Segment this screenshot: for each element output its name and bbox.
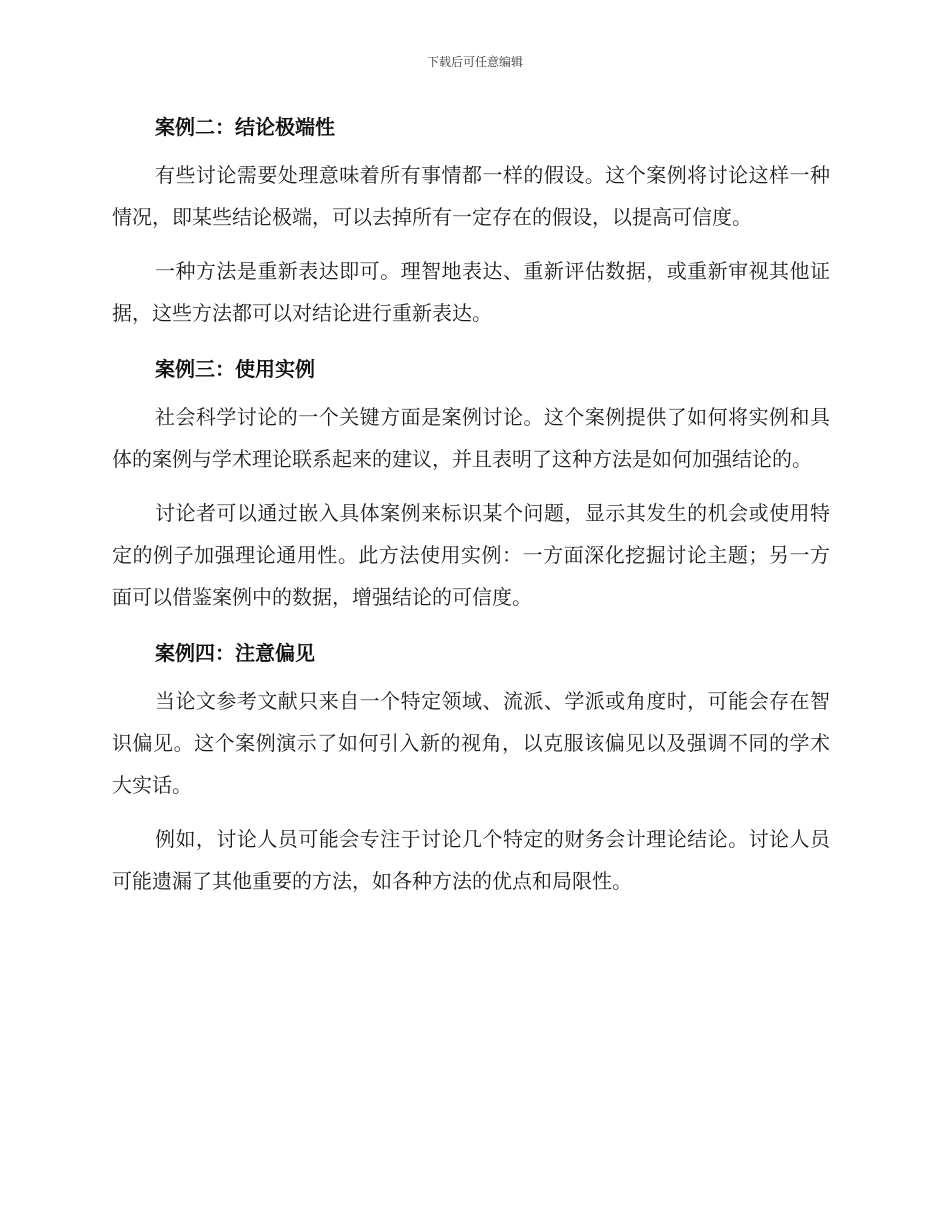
paragraph: 当论文参考文献只来自一个特定领域、流派、学派或角度时，可能会存在智识偏见。这个案例演示了如何引入新的视角，以克服该偏见以及强调不同的学术大实话。	[112, 689, 830, 797]
document-body	[112, 110, 830, 902]
page-header: 下载后可任意编辑	[426, 55, 523, 69]
paragraph: 例如，讨论人员可能会专注于讨论几个特定的财务会计理论结论。讨论人员可能遗漏了其他重要的方法，如各种方法的优点和局限性。	[112, 827, 830, 893]
paragraph: 讨论者可以通过嵌入具体案例来标识某个问题，显示其发生的机会或使用特定的例子加强理论通用性。此方法使用实例：一方面深化挖掘讨论主题；另一方面可以借鉴案例中的数据，增强结论的可信度。	[112, 501, 830, 609]
paragraph: 社会科学讨论的一个关键方面是案例讨论。这个案例提供了如何将实例和具体的案例与学术理论联系起来的建议，并且表明了这种方法是如何加强结论的。	[112, 405, 830, 471]
paragraph: 有些讨论需要处理意味着所有事情都一样的假设。这个案例将讨论这样一种情况，即某些结论极端，可以去掉所有一定存在的假设，以提高可信度。	[112, 163, 830, 229]
section-heading: 案例三：使用实例	[155, 357, 315, 381]
section-heading: 案例二：结论极端性	[155, 115, 335, 139]
paragraph: 一种方法是重新表达即可。理智地表达、重新评估数据，或重新审视其他证据，这些方法都可以对结论进行重新表达。	[112, 259, 830, 325]
section-heading: 案例四：注意偏见	[155, 641, 315, 665]
